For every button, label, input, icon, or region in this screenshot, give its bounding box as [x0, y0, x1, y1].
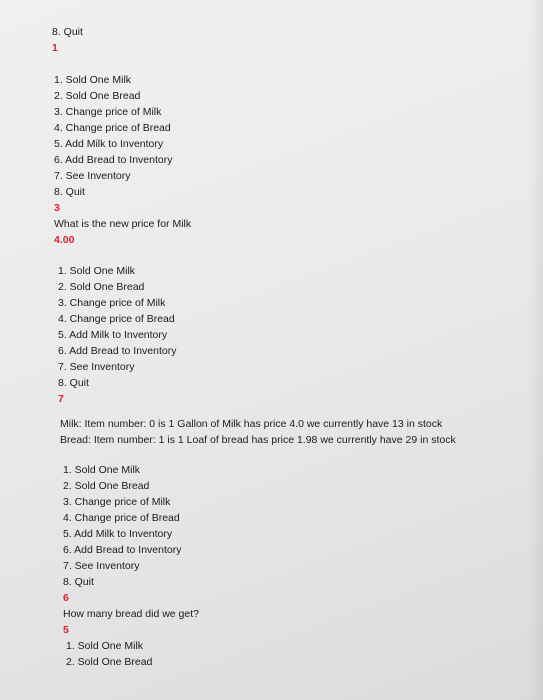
menu-option: 6. Add Bread to Inventory: [54, 154, 173, 166]
menu-option: 7. See Inventory: [54, 170, 131, 182]
user-input: 3: [54, 202, 60, 214]
menu-option: 7. See Inventory: [58, 361, 135, 373]
menu-option: 1. Sold One Milk: [63, 464, 141, 476]
inventory-output: Milk: Item number: 0 is 1 Gallon of Milk has price 4.0 we currently have 13 in stock: [60, 418, 443, 430]
menu-option: 2. Sold One Bread: [54, 90, 141, 102]
menu-option: 6. Add Bread to Inventory: [63, 544, 182, 556]
prompt-text: What is the new price for Milk: [54, 218, 192, 230]
menu-option: 4. Change price of Bread: [58, 313, 175, 325]
menu-option: 1. Sold One Milk: [58, 265, 136, 277]
menu-option: 3. Change price of Milk: [54, 106, 162, 118]
menu-option: 5. Add Milk to Inventory: [54, 138, 164, 150]
menu-option: 8. Quit: [63, 576, 94, 588]
menu-option: 1. Sold One Milk: [54, 74, 132, 86]
user-input: 5: [63, 624, 69, 636]
inventory-output: Bread: Item number: 1 is 1 Loaf of bread has price 1.98 we currently have 29 in stock: [60, 434, 456, 446]
user-input: 4.00: [54, 234, 75, 246]
menu-option: 1. Sold One Milk: [66, 640, 144, 652]
menu-option: 5. Add Milk to Inventory: [58, 329, 168, 341]
menu-option: 8. Quit: [52, 26, 83, 38]
prompt-text: How many bread did we get?: [63, 608, 199, 620]
menu-option: 8. Quit: [58, 377, 89, 389]
menu-option: 6. Add Bread to Inventory: [58, 345, 177, 357]
user-input: 7: [58, 393, 64, 405]
menu-option: 3. Change price of Milk: [63, 496, 171, 508]
menu-option: 2. Sold One Bread: [66, 656, 153, 668]
menu-option: 3. Change price of Milk: [58, 297, 166, 309]
user-input: 1: [52, 42, 58, 54]
menu-option: 2. Sold One Bread: [58, 281, 145, 293]
menu-option: 7. See Inventory: [63, 560, 140, 572]
menu-option: 4. Change price of Bread: [54, 122, 171, 134]
menu-option: 5. Add Milk to Inventory: [63, 528, 173, 540]
user-input: 6: [63, 592, 69, 604]
page-shadow: [529, 0, 543, 700]
menu-option: 4. Change price of Bread: [63, 512, 180, 524]
menu-option: 2. Sold One Bread: [63, 480, 150, 492]
menu-option: 8. Quit: [54, 186, 85, 198]
